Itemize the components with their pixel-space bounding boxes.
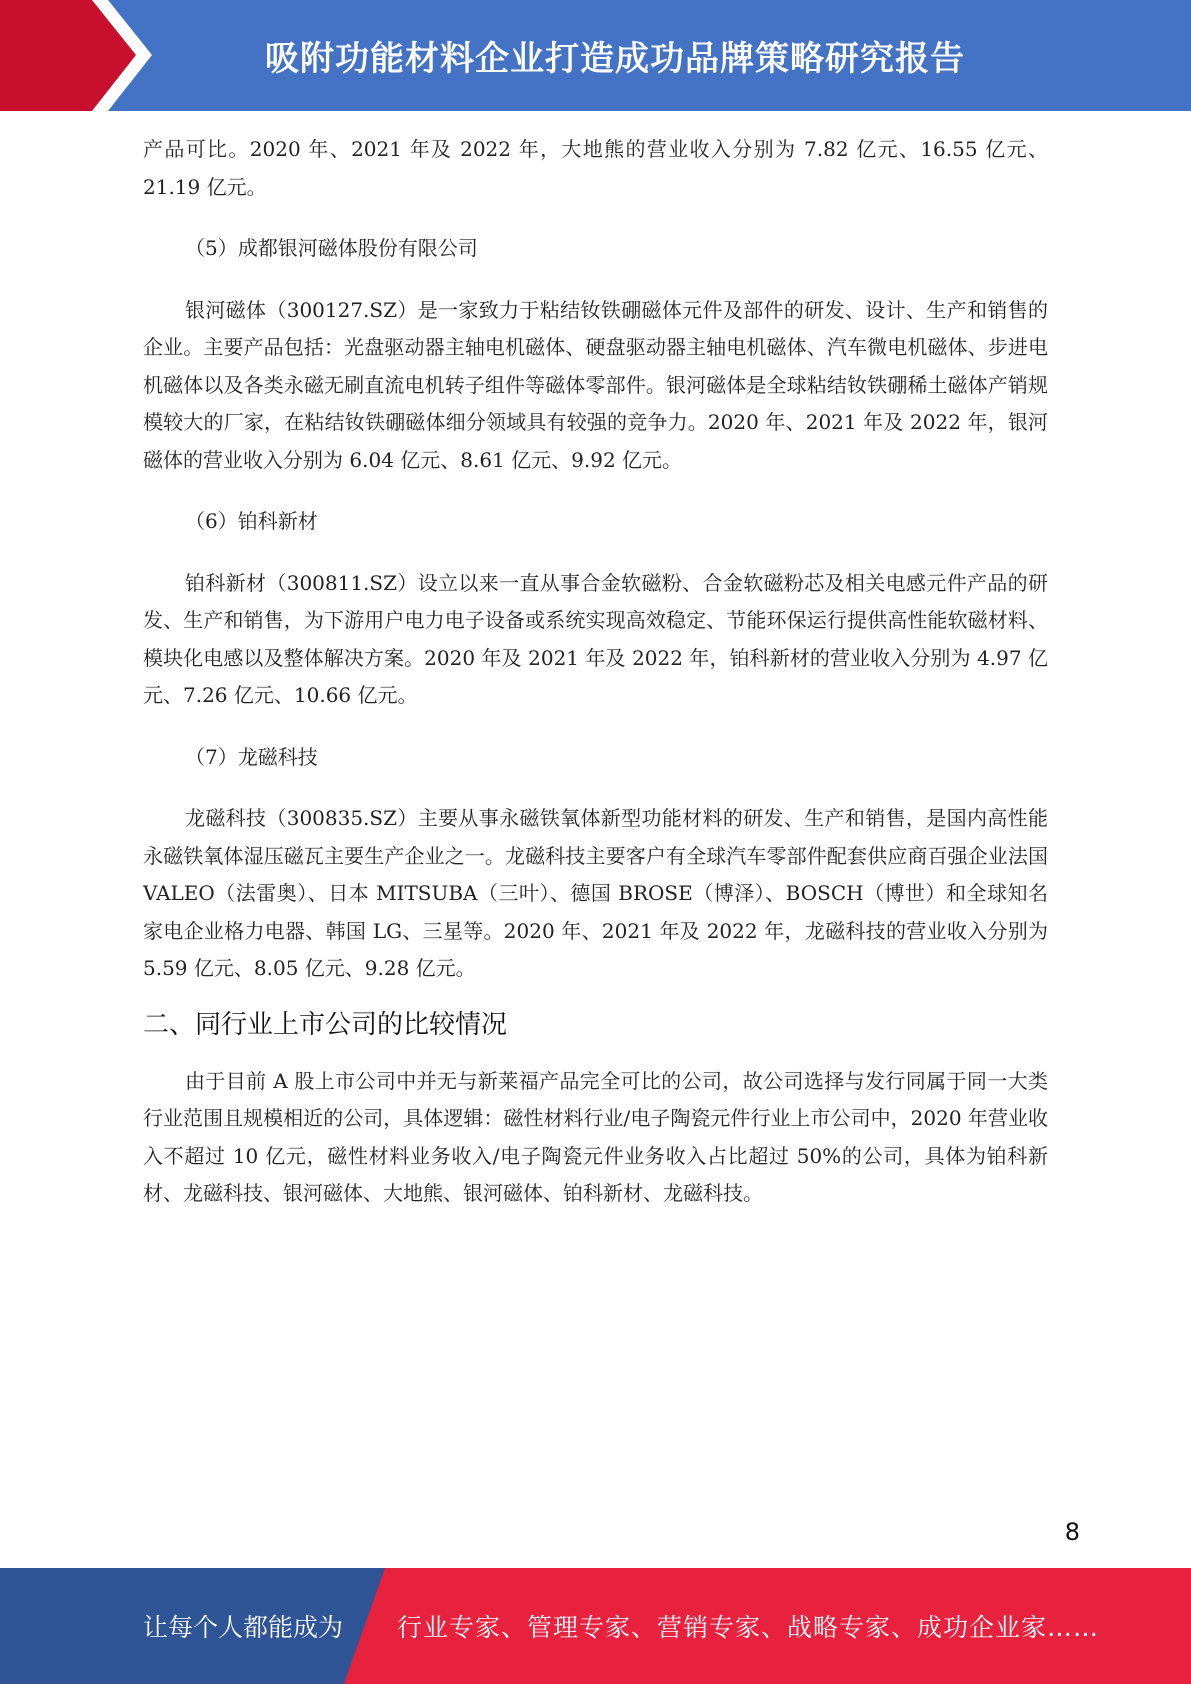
page-header [0, 0, 1191, 111]
page-content [143, 131, 1048, 1213]
subheading-company-6: （6）铂科新材 [185, 509, 318, 533]
page-footer [0, 1568, 1191, 1684]
paragraph-section: 由于目前 A 股上市公司中并无与新莱福产品完全可比的公司，故公司选择与发行同属于同一大类行业范围且规模相近的公司，具体逻辑：磁性材料行业/电子陶瓷元件行业上市公司中，2020 年营业收入不超过 10 亿元，磁性材料业务收入/电子陶瓷元件业务收入占比超过 50%的公司，具体为铂科新材、龙磁科技、银河磁体、大地熊、银河磁体、铂科新材、龙磁科技。 [143, 1068, 1048, 1205]
section-heading: 二、同行业上市公司的比较情况 [143, 1009, 508, 1040]
subheading-company-5: （5）成都银河磁体股份有限公司 [185, 236, 478, 260]
report-title: 吸附功能材料企业打造成功品牌策略研究报告 [265, 39, 965, 79]
paragraph-company-6: 铂科新材（300811.SZ）设立以来一直从事合金软磁粉、合金软磁粉芯及相关电感元件产品的研发、生产和销售，为下游用户电力电子设备或系统实现高效稳定、节能环保运行提供高性能软磁材料、模块化电感以及整体解决方案。2020 年及 2021 年及 2022 年，铂科新材的营业收入分别为 4.97 亿元、7.26 亿元、10.66 亿元。 [143, 570, 1048, 707]
subheading-company-7: （7）龙磁科技 [185, 744, 318, 769]
paragraph-company-5: 银河磁体（300127.SZ）是一家致力于粘结钕铁硼磁体元件及部件的研发、设计、生产和销售的企业。主要产品包括：光盘驱动器主轴电机磁体、硬盘驱动器主轴电机磁体、汽车微电机磁体、步进电机磁体以及各类永磁无刷直流电机转子组件等磁体零部件。银河磁体是全球粘结钕铁硼稀土磁体产销规模较大的厂家，在粘结钕铁硼磁体细分领域具有较强的竞争力。2020 年、2021 年及 2022 年，银河磁体的营业收入分别为 6.04 亿元、8.61 亿元、9.92 亿元。 [143, 297, 1048, 472]
paragraph-company-7: 龙磁科技（300835.SZ）主要从事永磁铁氧体新型功能材料的研发、生产和销售，是国内高性能永磁铁氧体湿压磁瓦主要生产企业之一。龙磁科技主要客户有全球汽车零部件配套供应商百强企业法国 VALEO（法雷奥）、日本 MITSUBA（三叶）、德国 BROSE（博泽）、BOSCH（博世）和全球知名家电企业格力电器、韩国 LG、三星等。2020 年、2021 年及 2022 年，龙磁科技的营业收入分别为 5.59 亿元、8.05 亿元、9.28 亿元。 [143, 806, 1048, 980]
footer-slogan-right: 行业专家、管理专家、营销专家、战略专家、成功企业家…… [397, 1613, 1100, 1642]
page-number: 8 [1064, 1518, 1080, 1546]
paragraph-continuation: 产品可比。2020 年、2021 年及 2022 年，大地熊的营业收入分别为 7.82 亿元、16.55 亿元、21.19 亿元。 [143, 137, 1048, 199]
footer-slogan-left: 让每个人都能成为 [143, 1613, 344, 1642]
